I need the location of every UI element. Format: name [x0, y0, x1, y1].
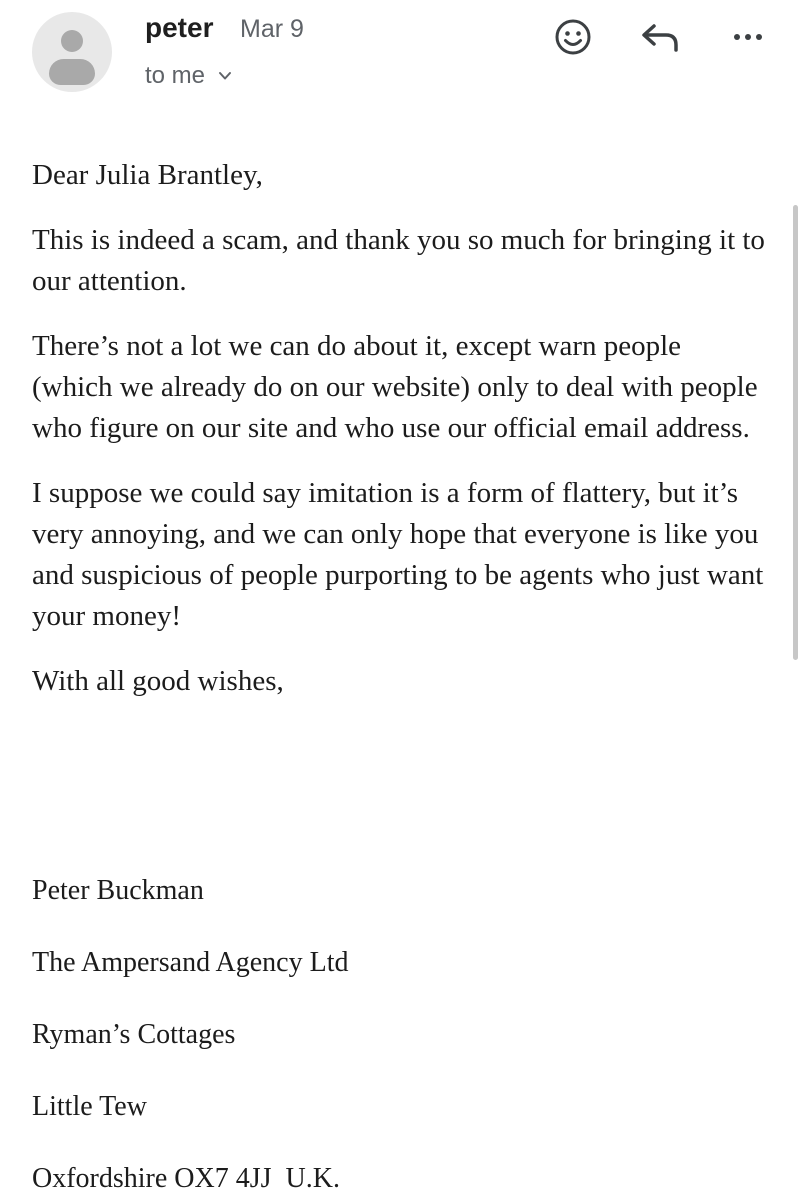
- more-options-button[interactable]: [728, 22, 768, 52]
- email-header: [0, 0, 805, 110]
- message-body: [32, 155, 767, 726]
- person-avatar-icon[interactable]: [32, 12, 112, 92]
- avatar-head-shape: [61, 30, 83, 52]
- more-options-icon: [728, 22, 768, 52]
- message-date: Mar 9: [240, 15, 304, 43]
- reply-button[interactable]: [640, 20, 682, 54]
- body-paragraph-2: There’s not a lot we can do about it, except warn people (which we already do on our website) only to deal with people who figure on our site and who use our official email address.: [32, 330, 758, 444]
- reply-icon: [640, 20, 682, 54]
- signature-address-line-2: Little Tew: [32, 1091, 147, 1122]
- signature-address-line-1: Ryman’s Cottages: [32, 1019, 236, 1050]
- emoji-reaction-button[interactable]: [554, 18, 592, 56]
- chevron-down-icon: [217, 68, 233, 84]
- signature-company: The Ampersand Agency Ltd: [32, 947, 349, 978]
- recipient-label: to me: [145, 62, 206, 89]
- body-paragraph-3: I suppose we could say imitation is a form of flattery, but it’s very annoying, and we can only hope that everyone is like you and suspicious of people purporting to be agents who just want your money!: [32, 477, 764, 632]
- emoji-reaction-icon: [554, 18, 592, 56]
- scrollbar[interactable]: [793, 205, 798, 660]
- signature-address-line-3: Oxfordshire OX7 4JJ U.K.: [32, 1163, 340, 1194]
- closing-line: With all good wishes,: [32, 665, 284, 697]
- greeting: Dear Julia Brantley,: [32, 159, 263, 191]
- body-paragraph-1: This is indeed a scam, and thank you so much for bringing it to our attention.: [32, 224, 765, 297]
- signature-name: Peter Buckman: [32, 875, 204, 906]
- recipient-details-toggle[interactable]: [145, 62, 233, 90]
- avatar-body-shape: [49, 59, 95, 85]
- sender-name[interactable]: peter: [145, 12, 214, 43]
